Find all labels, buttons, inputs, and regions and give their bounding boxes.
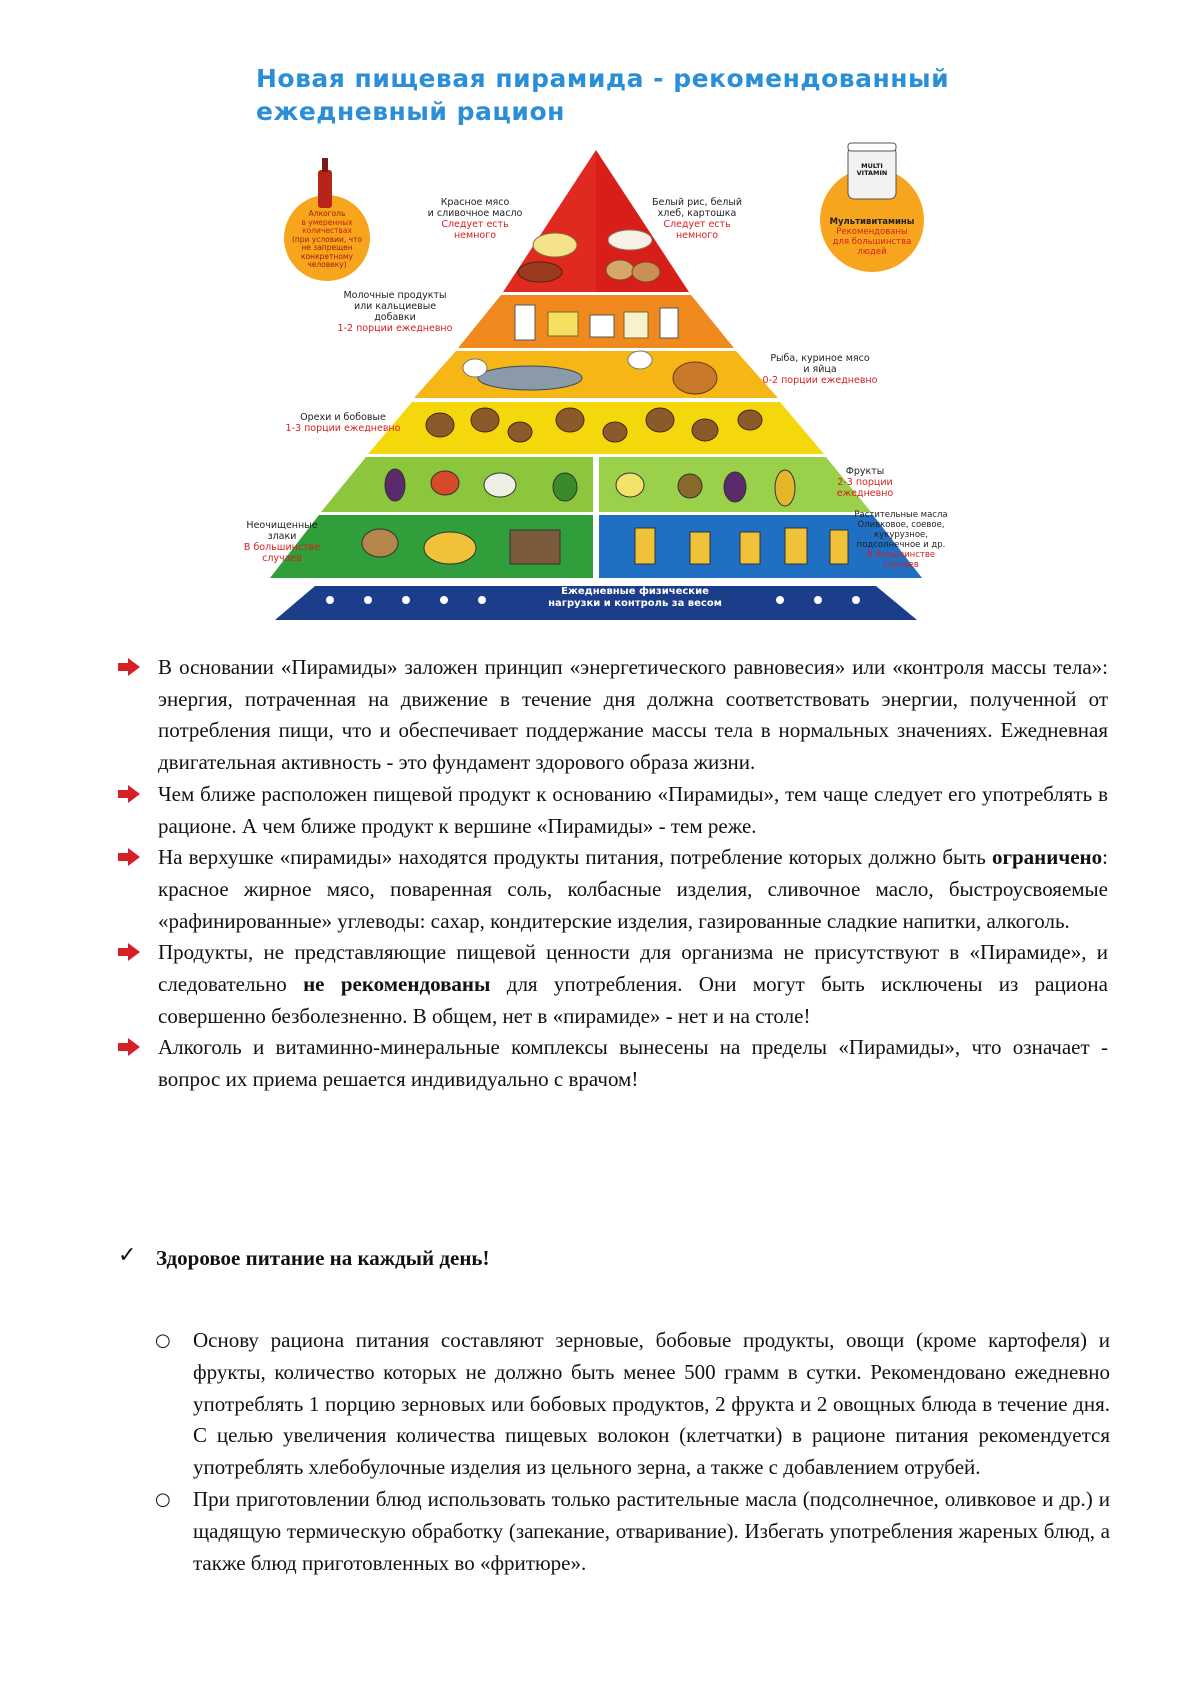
circle-bullet-icon: ○ — [155, 1330, 171, 1351]
sub-bullet-item — [155, 1325, 1110, 1484]
alcohol-badge-text: Алкоголь в умеренных количествах (при условии, что не запрещен конкретному человеку) — [291, 209, 363, 269]
bullet-item — [118, 779, 1108, 842]
bullet-item — [118, 937, 1108, 1032]
text-segment: На верхушке «пирамиды» находятся продукты питания, потребление которых должно быть — [158, 845, 992, 870]
label-red-meat: Красное мясо и сливочное масло Следует есть немного — [427, 197, 523, 241]
sub-bullet-list — [155, 1325, 1110, 1579]
poster-title-line2: ежедневный рацион — [256, 97, 565, 126]
section-heading-text: Здоровое питание на каждый день! — [156, 1246, 490, 1270]
bullet-text — [158, 1032, 1108, 1095]
label-white-rice: Белый рис, белый хлеб, картошка Следует есть немного — [651, 197, 743, 241]
bullet-text — [158, 652, 1108, 779]
arrow-bullet-icon — [118, 658, 140, 676]
label-nuts: Орехи и бобовые 1-3 порции ежедневно — [285, 412, 401, 434]
multivitamin-badge-text: Мультивитамины Рекомендованы для большинства людей — [829, 217, 915, 257]
label-activity: Ежедневные физические нагрузки и контроль за весом — [548, 586, 722, 609]
bullet-item — [118, 652, 1108, 779]
bullet-text — [158, 937, 1108, 1032]
bold-emphasis: ограничено — [991, 845, 1103, 870]
label-oils: Растительные масла Оливковое, соевое, кукурузное, подсолнечное и др. В большинстве случаев — [854, 510, 948, 570]
text-segment: Чем ближе расположен пищевой продукт к основанию «Пирамиды», тем чаще следует его употреблять в рационе. А чем ближе продукт к вершине «Пирамиды» - тем реже. — [158, 781, 1108, 838]
arrow-bullet-icon — [118, 1038, 140, 1056]
sub-bullet-item — [155, 1484, 1110, 1579]
label-fish: Рыба, куриное мясо и яйца 0-2 порции ежедневно — [762, 353, 878, 386]
text-segment: для употребления. Они могут быть исключены из рациона совершенно безболезненно. В общем, нет в «пирамиде» - нет и на столе! — [158, 972, 1108, 1028]
arrow-bullet-icon — [118, 848, 140, 866]
vitamin-jar-label: MULTI VITAMIN — [856, 162, 888, 177]
bullet-text — [158, 779, 1108, 842]
section-heading — [118, 1243, 1018, 1273]
food-pyramid-graphic — [0, 0, 1191, 640]
bullet-item — [118, 842, 1108, 937]
text-segment: Продукты, не представляющие пищевой ценности для организма не присутствуют в «Пирамиде», и следовательно — [158, 940, 1108, 997]
arrow-bullet-icon — [118, 785, 140, 803]
label-dairy: Молочные продукты или кальциевые добавки 1-2 порции ежедневно — [337, 290, 453, 334]
text-segment: В основании «Пирамиды» заложен принцип «энергетического равновесия» или «контроля массы тела»: энергия, потраченная на движение в течение дня должна соответствовать энергии, полученной от потребления пищи, что и обеспечивает поддержание массы тела в нормальных значениях. Ежедневная двигательная активность - это фундамент здорового образа жизни. — [158, 655, 1108, 775]
label-fruits: Фрукты 2-3 порции ежедневно — [836, 466, 894, 499]
bold-emphasis: не рекомендованы — [303, 972, 491, 997]
bullet-item — [118, 1032, 1108, 1095]
sub-bullet-text: При приготовлении блюд использовать только растительные масла (подсолнечное, оливковое и др.) и щадящую термическую обработку (запекание, отваривание). Избегать употребления жареных блюд, а также блюд приготовленных во «фритюре». — [193, 1486, 1110, 1575]
checkmark-icon: ✓ — [118, 1243, 137, 1268]
text-segment: Алкоголь и витаминно-минеральные комплексы вынесены на пределы «Пирамиды», что означает - вопрос их приема решается индивидуально с врачом! — [158, 1035, 1108, 1092]
sub-bullet-text: Основу рациона питания составляют зерновые, бобовые продукты, овощи (кроме картофеля) и фрукты, количество которых не должно быть менее 500 грамм в сутки. Рекомендовано ежедневно употреблять 1 порцию зерновых или бобовых продуктов, 2 фрукта и 2 овощных блюда в течение дня. С целью увеличения количества пищевых волокон (клетчатки) в рационе питания рекомендуется употреблять хлебобулочные изделия из цельного зерна, а также с добавлением отрубей. — [193, 1328, 1110, 1480]
bullet-text — [158, 842, 1108, 937]
arrow-bullet-icon — [118, 943, 140, 961]
text-segment: : красное жирное мясо, поваренная соль, колбасные изделия, сливочное масло, быстроусвояемые «рафинированные» углеводы: сахар, кондитерские изделия, газированные сладкие напитки, алкоголь. — [158, 845, 1108, 933]
poster-title-line1: Новая пищевая пирамида - рекомендованный — [256, 64, 950, 93]
label-grains: Неочищенные злаки В большинстве случаев — [243, 520, 321, 564]
circle-bullet-icon: ○ — [155, 1488, 171, 1510]
main-bullet-list — [118, 652, 1108, 1096]
